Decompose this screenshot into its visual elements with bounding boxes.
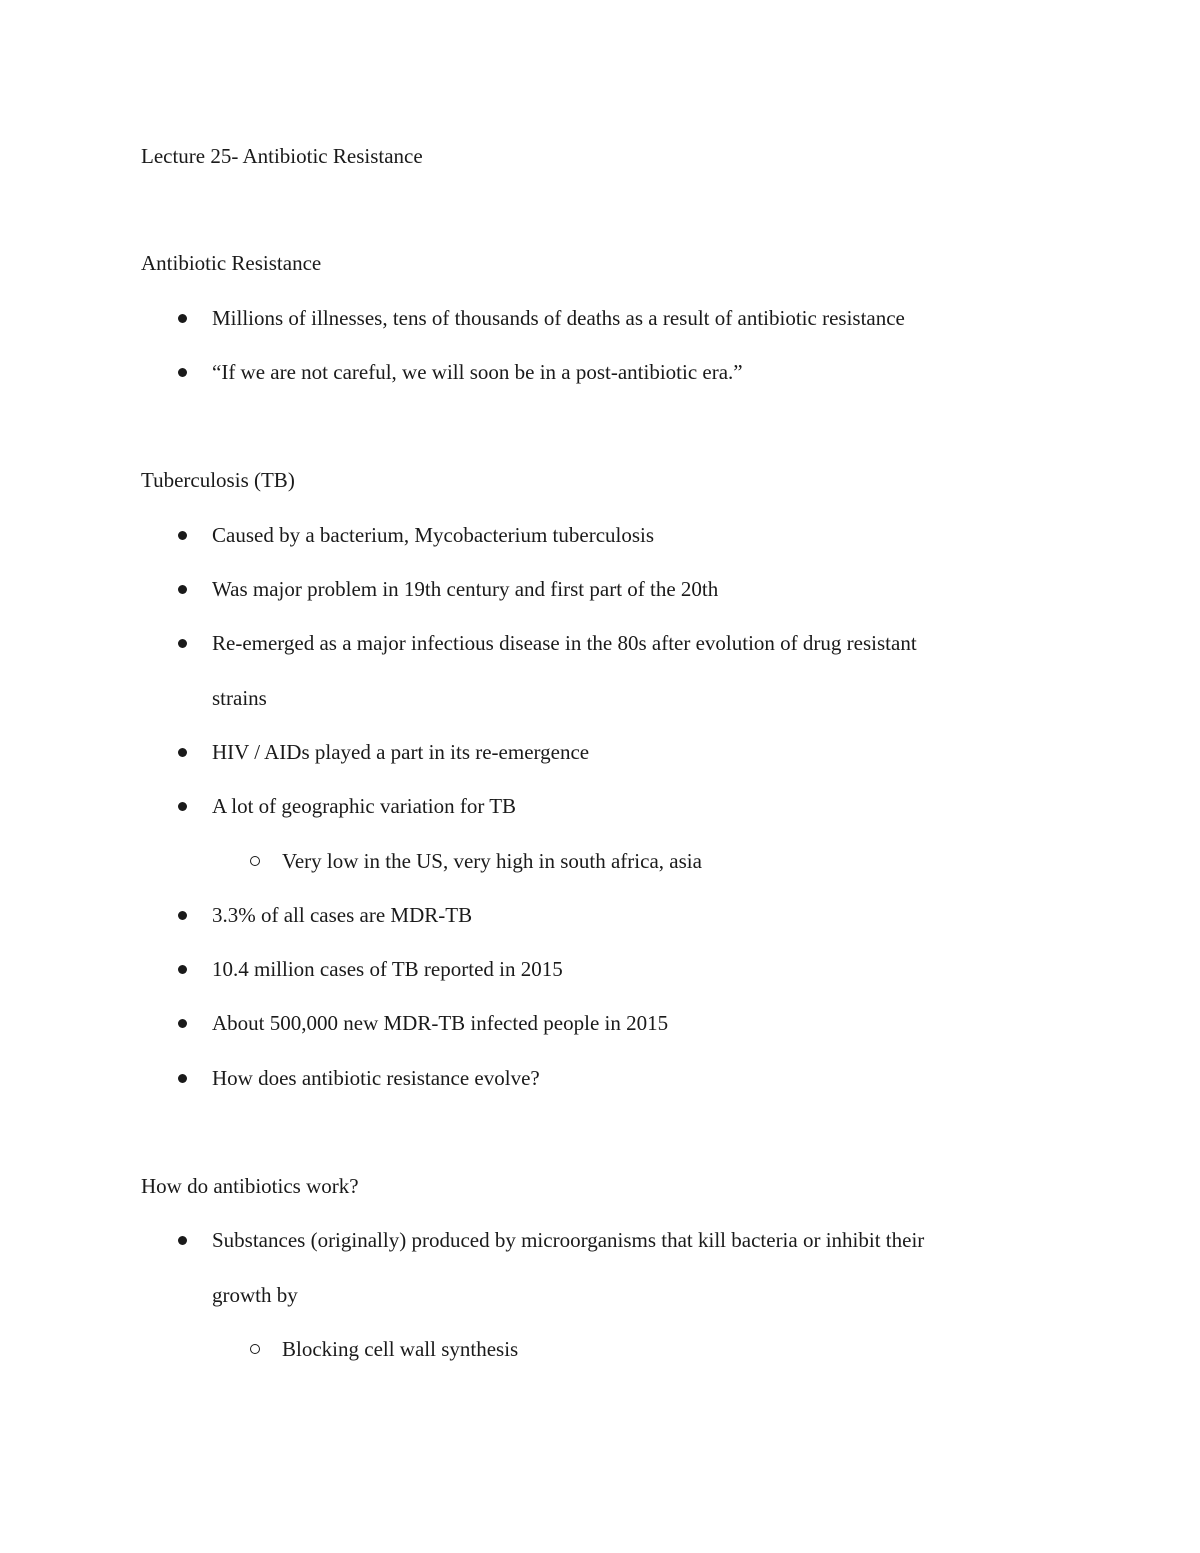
bullet-dot-icon bbox=[178, 531, 187, 540]
bullet-dot-icon bbox=[178, 368, 187, 377]
list-item-text: Millions of illnesses, tens of thousands of deaths as a result of antibiotic resistance bbox=[212, 306, 905, 330]
bullet-dot-icon bbox=[178, 965, 187, 974]
list-item-continuation: growth by bbox=[212, 1283, 298, 1307]
bullet-dot-icon bbox=[178, 1019, 187, 1028]
list-item-text: About 500,000 new MDR-TB infected people in 2015 bbox=[212, 1011, 669, 1035]
list-item-text: How does antibiotic resistance evolve? bbox=[212, 1066, 540, 1090]
list-item-continuation: strains bbox=[212, 686, 267, 710]
bullet-dot-icon bbox=[178, 911, 187, 920]
list-item-text: A lot of geographic variation for TB bbox=[212, 794, 517, 818]
list-item-text: Caused by a bacterium, Mycobacterium tuberculosis bbox=[212, 523, 655, 547]
list-item-text: “If we are not careful, we will soon be in a post-antibiotic era.” bbox=[212, 360, 743, 384]
list-item-text: 3.3% of all cases are MDR-TB bbox=[212, 903, 473, 927]
list-item-text: Re-emerged as a major infectious disease in the 80s after evolution of drug resistant bbox=[212, 631, 917, 655]
list-item-text: Substances (originally) produced by microorganisms that kill bacteria or inhibit their bbox=[212, 1228, 925, 1252]
list-item-text: HIV / AIDs played a part in its re-emergence bbox=[212, 740, 590, 764]
bullet-dot-icon bbox=[178, 639, 187, 648]
list-item-text: 10.4 million cases of TB reported in 2015 bbox=[212, 957, 563, 981]
bullet-dot-icon bbox=[178, 802, 187, 811]
section-heading-how-antibiotics-work: How do antibiotics work? bbox=[141, 1174, 359, 1198]
bullet-circle-icon bbox=[250, 856, 260, 866]
list-item-text: Was major problem in 19th century and first part of the 20th bbox=[212, 577, 719, 601]
bullet-circle-icon bbox=[250, 1344, 260, 1354]
list-item-text: Blocking cell wall synthesis bbox=[282, 1337, 519, 1361]
bullet-dot-icon bbox=[178, 1074, 187, 1083]
list-item-text: Very low in the US, very high in south africa, asia bbox=[282, 849, 702, 873]
bullet-dot-icon bbox=[178, 1236, 187, 1245]
section-heading-tuberculosis: Tuberculosis (TB) bbox=[141, 468, 295, 492]
document-title: Lecture 25- Antibiotic Resistance bbox=[141, 144, 423, 168]
bullet-dot-icon bbox=[178, 585, 187, 594]
section-heading-antibiotic-resistance: Antibiotic Resistance bbox=[141, 251, 322, 275]
bullet-dot-icon bbox=[178, 748, 187, 757]
bullet-dot-icon bbox=[178, 314, 187, 323]
